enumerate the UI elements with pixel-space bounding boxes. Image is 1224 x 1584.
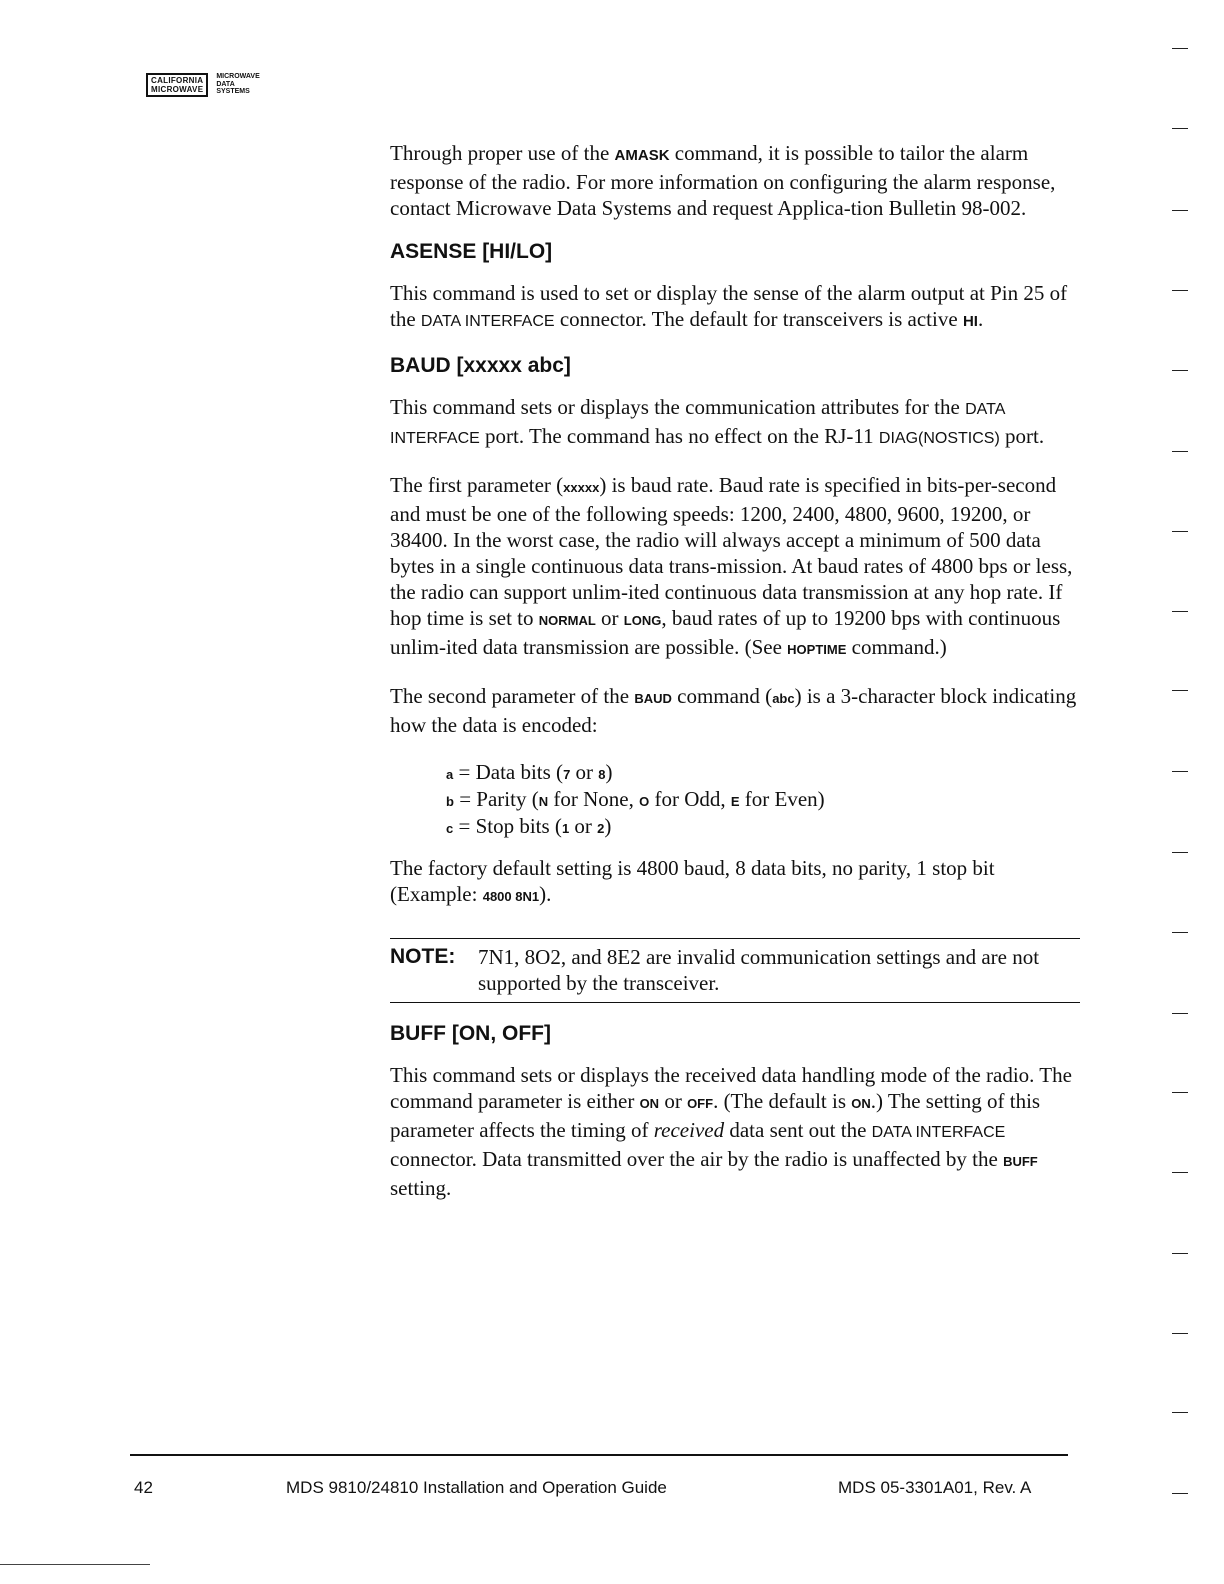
margin-tick [1172, 290, 1188, 291]
logo-side-line2: DATA [216, 80, 235, 88]
text-run: or [595, 606, 624, 630]
list-item [446, 787, 1080, 814]
note-text: 7N1, 8O2, and 8E2 are invalid communication settings and are not supported by the transceiver. [478, 945, 1040, 995]
section-heading-buff: BUFF [ON, OFF] [390, 1022, 551, 1045]
command-buff: BUFF [1003, 1154, 1038, 1169]
margin-tick [1172, 1013, 1188, 1014]
list-key: c [446, 821, 454, 836]
text-run: The second parameter of the [390, 684, 635, 708]
text-run: port. The command has no effect on the RJ-11 [479, 424, 879, 448]
asense-paragraph [390, 280, 1080, 335]
text-run: for Odd, [649, 787, 731, 811]
command-on: ON [639, 1096, 660, 1111]
buff-paragraph [390, 1062, 1080, 1201]
value: 8 [598, 767, 606, 782]
text-run: for Even) [739, 787, 825, 811]
margin-tick [1172, 210, 1188, 211]
logo-box-line1: CALIFORNIA [151, 76, 204, 85]
text-run: or [570, 760, 599, 784]
margin-tick [1172, 1333, 1188, 1334]
section-heading-asense: ASENSE [HI/LO] [390, 240, 553, 263]
command-normal: NORMAL [538, 613, 596, 628]
text-run: , baud rates of up to 19200 bps with continuous unlim-ited data transmission are possible. (See [390, 606, 1061, 659]
margin-tick [1172, 611, 1188, 612]
text-run: .) The setting of this parameter affects the timing of [390, 1089, 1041, 1142]
footer-rule [130, 1454, 1068, 1456]
text-run: . (The default is [713, 1089, 852, 1113]
value: 7 [563, 767, 571, 782]
value: O [639, 794, 650, 809]
baud-paragraph-1 [390, 394, 1050, 452]
text-run: or [569, 814, 598, 838]
text-run: ) [605, 760, 613, 784]
command-baud: BAUD [634, 691, 672, 706]
margin-tick [1172, 1172, 1188, 1173]
page-content [390, 140, 1080, 1201]
text-run: . [977, 307, 984, 331]
margin-tick [1172, 1253, 1188, 1254]
param-abc: abc [772, 691, 795, 706]
text-run: This command is used to set or display the sense of the alarm output at Pin 25 of the [390, 281, 1068, 331]
value: E [730, 794, 740, 809]
command-hi: HI [962, 313, 978, 330]
margin-tick [1172, 451, 1188, 452]
text-run: data sent out the [724, 1118, 872, 1142]
margin-tick [1172, 932, 1188, 933]
list-key: b [446, 794, 454, 809]
command-on: ON [851, 1096, 871, 1111]
text-run: for None, [548, 787, 640, 811]
text-run: This command sets or displays the received data handling mode of the radio. The command parameter is either [390, 1063, 1072, 1113]
value: N [538, 794, 549, 809]
text-run: = Data bits ( [453, 760, 564, 784]
guide-title: MDS 9810/24810 Installation and Operation Guide [286, 1478, 667, 1497]
text-run: port. [999, 424, 1045, 448]
diagnostics-label: DIAG(NOSTICS) [878, 430, 1000, 447]
margin-tick [1172, 1412, 1188, 1413]
encoding-list [446, 760, 1080, 841]
bottom-edge-mark [0, 1564, 150, 1565]
value: 1 [561, 821, 570, 836]
text-run: = Parity ( [453, 787, 539, 811]
baud-paragraph-4 [390, 855, 1080, 910]
intro-paragraph [390, 140, 1070, 221]
margin-tick [1172, 370, 1188, 371]
example-value: 4800 8N1 [482, 889, 540, 904]
data-interface-label: DATA INTERFACE [871, 1124, 1006, 1141]
logo-side-line1: MICROWAVE [216, 73, 260, 80]
text-run: ). [539, 882, 552, 906]
text-run: or [659, 1089, 688, 1113]
text-run: connector. The default for transceivers is active [554, 307, 963, 331]
baud-paragraph-2 [390, 472, 1080, 663]
margin-tick [1172, 128, 1188, 129]
emphasis-received: received [653, 1118, 725, 1142]
text-run: command ( [671, 684, 773, 708]
company-logo [146, 73, 260, 97]
note-box [390, 938, 1080, 1003]
text-run: The first parameter ( [390, 473, 564, 497]
margin-tick [1172, 531, 1188, 532]
value: 2 [597, 821, 605, 836]
margin-tick [1172, 1092, 1188, 1093]
text-run: ) [604, 814, 612, 838]
command-long: LONG [623, 613, 662, 628]
text-run: command.) [846, 635, 947, 659]
margin-tick [1172, 1493, 1188, 1494]
margin-tick [1172, 48, 1188, 49]
command-off: OFF [687, 1096, 714, 1111]
section-heading-baud: BAUD [xxxxx abc] [390, 354, 571, 377]
baud-paragraph-3 [390, 683, 1080, 738]
list-item [446, 814, 1080, 841]
margin-tick [1172, 771, 1188, 772]
text-run: command, it is possible to tailor the alarm response of the radio. For more information on configuring the alarm response, contact Microwave Data Systems and request Applica-tion Bulletin 98-002. [390, 141, 1056, 220]
note-label: NOTE: [390, 945, 456, 968]
text-run: = Stop bits ( [453, 814, 562, 838]
logo-side-line3: SYSTEMS [216, 88, 250, 95]
document-number: MDS 05-3301A01, Rev. A [838, 1478, 1032, 1497]
command-amask: AMASK [614, 147, 670, 164]
page-number: 42 [134, 1478, 153, 1497]
text-run: The factory default setting is 4800 baud, 8 data bits, no parity, 1 stop bit (Example: [390, 856, 995, 906]
logo-box-line2: MICROWAVE [151, 85, 204, 94]
text-run: ) is baud rate. Baud rate is specified in bits-per-second and must be one of the following speeds: 1200, 2400, 4800, 9600, 19200, or 38400. In the worst case, the radio will always accept a minimum of 500 data bytes in a single continuous data trans-mission. At baud rates of 4800 bps or less, the radio can support unlim-ited continuous data transmission at any hop rate. If hop time is set to [390, 473, 1073, 630]
data-interface-label: DATA INTERFACE [390, 401, 1005, 447]
text-run: This command sets or displays the communication attributes for the [390, 395, 966, 419]
margin-tick [1172, 690, 1188, 691]
text-run: Through proper use of the [390, 141, 615, 165]
text-run: connector. Data transmitted over the air by the radio is unaffected by the [390, 1147, 1004, 1171]
logo-side-text [216, 73, 259, 96]
text-run: setting. [390, 1176, 452, 1200]
command-hoptime: HOPTIME [787, 642, 847, 657]
param-xxxxx: xxxxx [563, 480, 600, 495]
margin-tick [1172, 852, 1188, 853]
logo-box [146, 73, 208, 97]
list-key: a [446, 767, 454, 782]
text-run: ) is a 3-character block indicating how the data is encoded: [390, 684, 1077, 737]
list-item [446, 760, 1080, 787]
data-interface-label: DATA INTERFACE [420, 313, 555, 330]
